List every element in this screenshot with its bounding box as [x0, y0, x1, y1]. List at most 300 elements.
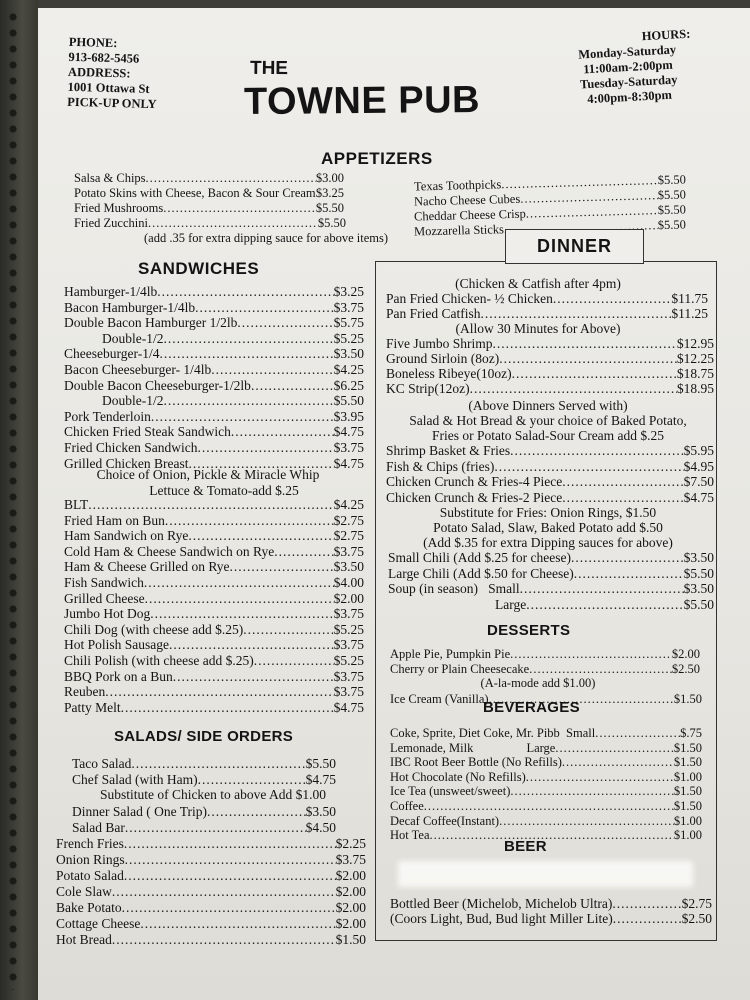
item-price: $5.25 — [333, 653, 364, 668]
item-price: $4.75 — [683, 489, 714, 505]
menu-item — [390, 726, 702, 741]
item-price: $12.95 — [676, 336, 714, 351]
item-name: Hot Tea — [390, 828, 430, 843]
item-price: $4.50 — [305, 820, 336, 835]
item-name: Double-1/2 — [102, 393, 164, 409]
leader-dots — [230, 559, 334, 575]
item-price: $3.75 — [333, 440, 364, 455]
leader-dots — [197, 440, 333, 456]
leader-dots — [112, 884, 336, 900]
dinner-tab — [505, 229, 644, 264]
item-name: Double Bacon Cheeseburger-1/2lb — [64, 377, 251, 393]
desserts-note: (A-la-mode add $1.00) — [480, 676, 596, 690]
contact-line: ADDRESS: — [67, 64, 131, 81]
item-name: Fried Chicken Sandwich — [64, 440, 198, 455]
dinner-sub-line: Substitute for Fries: Onion Rings, $1.50 — [439, 505, 657, 520]
item-name: Cheeseburger-1/4 — [64, 346, 160, 362]
menu-item — [64, 300, 364, 316]
contact-line: 1001 Ottawa St — [67, 79, 150, 96]
menu-item — [390, 755, 702, 770]
item-name: Small Chili (Add $.25 for cheese) — [388, 550, 571, 565]
item-name: Salsa & Chips — [74, 171, 146, 185]
item-name: Decaf Coffee(Instant) — [390, 813, 500, 828]
item-price: $5.50 — [315, 201, 344, 215]
leader-dots — [165, 513, 334, 529]
item-price: $3.50 — [305, 804, 336, 819]
sandwich-choice-note: Choice of Onion, Pickle & Miracle Whip — [96, 467, 320, 482]
hours-line: Tuesday-Saturday — [579, 72, 678, 92]
item-price: $3.50 — [333, 346, 364, 362]
item-price: $4.75 — [305, 772, 336, 787]
menu-item — [390, 911, 712, 927]
item-price: $1.50 — [335, 932, 366, 947]
leader-dots — [470, 381, 677, 397]
leader-dots — [424, 799, 674, 814]
item-name: Potato Salad — [56, 868, 124, 883]
item-price: $3.75 — [335, 852, 366, 867]
item-name: Mozzarella Sticks — [413, 222, 505, 239]
item-name: Cole Slaw — [56, 884, 112, 899]
menu-item — [64, 700, 364, 716]
item-price: $3.75 — [333, 684, 364, 700]
item-name: Reuben — [64, 684, 106, 700]
item-name: Hot Bread — [56, 932, 112, 947]
item-price: $3.00 — [315, 171, 344, 185]
hours-line: 4:00pm-8:30pm — [586, 87, 673, 107]
item-name: Taco Salad — [72, 756, 132, 771]
menu-item — [64, 591, 364, 607]
menu-item — [74, 201, 344, 216]
leader-dots — [512, 366, 677, 382]
leader-dots — [151, 409, 334, 425]
menu-item — [386, 366, 714, 382]
desserts-heading: DESSERTS — [487, 622, 571, 639]
item-name: Chicken Fried Steak Sandwich — [64, 424, 231, 440]
leader-dots — [555, 741, 674, 756]
menu-page — [38, 8, 750, 1000]
leader-dots — [164, 331, 334, 347]
item-price: $3.25 — [333, 284, 364, 299]
item-name: (Coors Light, Bud, Bud light Miller Lite) — [390, 911, 613, 926]
leader-dots — [145, 591, 334, 607]
dinner-sub-line: Potato Salad, Slaw, Baked Potato add $.50 — [433, 520, 663, 535]
item-price: $4.75 — [333, 455, 364, 471]
menu-item — [72, 772, 336, 788]
menu-item — [390, 784, 702, 799]
title-the: THE — [249, 57, 289, 80]
item-price: $5.25 — [333, 330, 364, 346]
leader-dots — [562, 474, 683, 490]
item-name: Salad Bar — [72, 820, 125, 835]
menu-item — [390, 770, 702, 785]
item-name: Five Jumbo Shrimp — [386, 336, 493, 351]
item-price: $5.50 — [657, 172, 687, 188]
item-price: $18.75 — [676, 366, 714, 381]
item-name: Pork Tenderloin — [64, 408, 151, 424]
leader-dots — [211, 362, 333, 378]
restaurant-name: TOWNE PUB — [243, 78, 481, 124]
item-price: $2.00 — [335, 916, 366, 931]
menu-item — [388, 581, 714, 597]
contact-block — [67, 35, 158, 112]
salads-heading: SALADS/ SIDE ORDERS — [114, 728, 294, 745]
menu-item — [64, 637, 364, 653]
item-price: $12.25 — [676, 351, 714, 366]
menu-item — [72, 804, 336, 820]
item-price: $2.50 — [681, 911, 712, 926]
leader-dots — [125, 820, 306, 836]
item-price: $4.00 — [333, 575, 364, 590]
contact-line: PICK-UP ONLY — [67, 94, 157, 112]
item-name: Soup (in season) Small — [388, 581, 520, 596]
leader-dots — [595, 726, 680, 741]
leader-dots — [105, 684, 333, 700]
item-price: $5.50 — [657, 202, 687, 218]
item-price: $11.25 — [671, 306, 708, 321]
menu-item — [390, 662, 700, 677]
menu-item — [64, 346, 364, 362]
item-name: Double-1/2 — [102, 330, 164, 346]
menu-item — [390, 896, 712, 912]
item-price: $.75 — [680, 726, 702, 740]
binder-edge — [0, 0, 38, 1000]
menu-item — [64, 544, 364, 560]
leader-dots — [529, 662, 672, 677]
item-name: Fried Mushrooms — [74, 201, 164, 215]
menu-item — [390, 741, 702, 756]
leader-dots — [159, 346, 333, 362]
item-price: $18.95 — [676, 381, 714, 396]
sandwich-choice-note: Lettuce & Tomato-add $.25 — [149, 483, 299, 498]
menu-item — [64, 575, 364, 591]
item-name: Bottled Beer (Michelob, Michelob Ultra) — [390, 896, 613, 911]
leader-dots — [526, 770, 674, 785]
salads-sub-note: Substitute of Chicken to above Add $1.00 — [99, 787, 327, 802]
item-price: $4.75 — [333, 424, 364, 440]
item-name: Coke, Sprite, Diet Coke, Mr. Pibb Small — [390, 726, 596, 740]
item-price: $6.25 — [333, 377, 364, 393]
beverages-heading: BEVERAGES — [483, 699, 580, 716]
item-name: BBQ Pork on a Bun — [64, 668, 173, 684]
item-name: Hamburger-1/4lb — [64, 284, 158, 299]
menu-item — [64, 559, 364, 575]
item-name: Bacon Cheeseburger- 1/4lb — [64, 362, 212, 377]
item-name: Ice Cream (Vanilla) — [390, 692, 489, 706]
leader-dots — [125, 852, 336, 868]
item-price: $4.75 — [333, 699, 364, 715]
menu-item — [74, 216, 346, 231]
leader-dots — [144, 575, 334, 591]
item-name: Cottage Cheese — [56, 916, 141, 931]
menu-item — [64, 284, 364, 300]
menu-item — [64, 424, 364, 440]
item-name: Cheddar Cheese Crisp — [413, 206, 526, 224]
leader-dots — [164, 393, 334, 409]
item-name: Chili Polish (with cheese add $.25) — [64, 653, 254, 668]
item-name: Onion Rings — [56, 852, 125, 867]
menu-item — [64, 378, 364, 394]
leader-dots — [612, 896, 681, 912]
menu-item — [388, 566, 714, 582]
item-name: Cold Ham & Cheese Sandwich on Rye — [64, 543, 275, 559]
leader-dots — [237, 315, 333, 331]
item-name: Ham & Cheese Grilled on Rye — [64, 559, 230, 575]
item-name: Jumbo Hot Dog — [64, 606, 151, 622]
item-price: $5.50 — [683, 565, 714, 581]
leader-dots — [562, 490, 683, 506]
item-name: Large — [495, 596, 527, 612]
leader-dots — [274, 544, 333, 560]
leader-dots — [571, 550, 684, 566]
item-name: Cherry or Plain Cheesecake — [390, 661, 530, 676]
leader-dots — [251, 378, 334, 394]
item-name: Bacon Hamburger-1/4lb — [64, 299, 196, 315]
leader-dots — [122, 900, 336, 916]
menu-item — [64, 315, 364, 331]
appetizers-note: (add .35 for extra dipping sauce for above items) — [144, 231, 389, 245]
item-name: Potato Skins with Cheese, Bacon & Sour Cream — [74, 186, 316, 200]
item-price: $1.00 — [673, 828, 702, 843]
leader-dots — [231, 424, 334, 440]
dinner-served-line: (Above Dinners Served with) — [468, 398, 628, 413]
menu-item — [56, 932, 366, 948]
leader-dots — [430, 828, 674, 843]
menu-item — [56, 852, 366, 868]
menu-item — [386, 351, 714, 367]
menu-item — [102, 331, 364, 347]
item-name: Ham Sandwich on Rye — [64, 528, 189, 544]
menu-item — [386, 443, 714, 459]
menu-item — [64, 669, 364, 685]
item-price: $3.75 — [333, 299, 364, 315]
leader-dots — [574, 566, 684, 582]
item-name: IBC Root Beer Bottle (No Refills) — [390, 755, 562, 770]
item-name: Apple Pie, Pumpkin Pie — [390, 647, 511, 661]
leader-dots — [140, 916, 335, 932]
menu-item — [495, 597, 714, 613]
item-name: Shrimp Basket & Fries — [386, 443, 511, 458]
item-price: $1.50 — [673, 784, 702, 799]
item-name: Chicken Crunch & Fries-4 Piece — [386, 474, 563, 489]
item-price: $2.50 — [671, 661, 700, 676]
item-price: $3.95 — [333, 408, 364, 424]
item-price: $5.50 — [317, 216, 346, 230]
beer-heading: BEER — [504, 838, 547, 855]
item-price: $5.50 — [305, 756, 336, 771]
item-price: $2.00 — [335, 900, 366, 915]
menu-item — [72, 756, 336, 772]
leader-dots — [131, 756, 305, 772]
leader-dots — [169, 637, 334, 653]
menu-item — [102, 393, 364, 409]
item-price: $1.00 — [673, 813, 702, 828]
menu-item — [390, 647, 700, 662]
item-price: $3.25 — [315, 186, 344, 200]
dinner-heading: DINNER — [536, 236, 612, 256]
menu-item — [386, 474, 714, 490]
menu-item — [388, 550, 714, 566]
item-price: $3.50 — [333, 559, 364, 575]
hours-line: HOURS: — [641, 26, 691, 44]
item-name: Pan Fried Chicken- ½ Chicken — [386, 291, 553, 306]
item-name: Fried Ham on Bun — [64, 512, 165, 528]
item-name: Chili Dog (with cheese add $.25) — [64, 621, 244, 637]
item-name: Fish Sandwich — [64, 575, 144, 590]
item-name: Coffee — [390, 799, 424, 813]
item-price: $2.25 — [335, 836, 366, 851]
leader-dots — [481, 306, 672, 322]
hours-line: 11:00am-2:00pm — [582, 57, 674, 77]
item-price: $2.00 — [335, 868, 366, 883]
item-price: $2.75 — [333, 528, 364, 544]
leader-dots — [562, 755, 674, 770]
leader-dots — [499, 351, 677, 367]
item-price: $1.50 — [673, 740, 702, 755]
item-price: $5.50 — [683, 596, 714, 612]
item-name: Large Chili (Add $.50 for Cheese) — [388, 565, 574, 581]
item-name: Boneless Ribeye(10oz) — [386, 366, 512, 381]
item-name: Grilled Cheese — [64, 590, 145, 606]
item-name: Patty Melt — [64, 699, 121, 715]
menu-item — [64, 497, 364, 513]
item-price: $3.50 — [683, 581, 714, 596]
hours-line: Monday-Saturday — [577, 42, 677, 62]
item-price: $1.50 — [673, 755, 702, 770]
item-price: $3.75 — [333, 606, 364, 622]
menu-item — [56, 868, 366, 884]
dinner-sub-line: (Add $.35 for extra Dipping sauces for above) — [423, 535, 673, 550]
item-price: $2.00 — [333, 590, 364, 606]
menu-item — [64, 362, 364, 378]
item-price: $5.75 — [333, 315, 364, 331]
menu-item — [72, 820, 336, 836]
menu-item — [64, 606, 364, 622]
leader-dots — [173, 669, 334, 685]
contact-line: PHONE: — [68, 34, 118, 51]
item-price: $7.50 — [683, 474, 714, 489]
item-price: $4.25 — [333, 362, 364, 377]
item-price: $5.50 — [333, 393, 364, 409]
menu-item — [386, 306, 708, 322]
item-price: $3.75 — [333, 668, 364, 684]
item-price: $5.50 — [657, 187, 687, 203]
leader-dots — [494, 459, 683, 475]
item-price: $5.95 — [683, 443, 714, 458]
leader-dots — [195, 300, 334, 316]
item-name: French Fries — [56, 836, 124, 851]
item-price: $1.50 — [673, 692, 702, 706]
menu-item — [64, 513, 364, 529]
menu-item — [74, 186, 344, 201]
menu-item — [386, 381, 714, 397]
leader-dots — [254, 653, 334, 669]
menu-item — [64, 622, 364, 638]
item-price: $2.00 — [671, 647, 700, 661]
item-price: $3.75 — [333, 637, 364, 653]
item-name: Grilled Chicken Breast — [64, 455, 189, 471]
menu-item — [64, 653, 364, 669]
leader-dots — [150, 606, 333, 622]
dinner-note: (Chicken & Catfish after 4pm) — [455, 276, 621, 291]
leader-dots — [88, 497, 333, 513]
item-name: Chef Salad (with Ham) — [72, 772, 198, 787]
item-price: $2.75 — [333, 512, 364, 528]
item-name: Fried Zucchini — [74, 216, 148, 230]
item-price: $3.50 — [683, 550, 714, 565]
item-name: Bake Potato — [56, 900, 122, 915]
leader-dots — [510, 784, 674, 799]
item-name: KC Strip(12oz) — [386, 381, 470, 396]
binder-holes — [6, 10, 20, 990]
item-price: $5.50 — [657, 217, 687, 233]
sandwiches-heading: SANDWICHES — [138, 259, 260, 278]
dinner-served-line: Fries or Potato Salad-Sour Cream add $.25 — [431, 428, 665, 443]
item-name: Texas Toothpicks — [413, 177, 502, 194]
item-name: Ground Sirloin (8oz) — [386, 351, 500, 366]
item-price: $1.00 — [673, 769, 702, 784]
menu-item — [386, 336, 714, 352]
item-name: Hot Chocolate (No Refills) — [390, 769, 526, 784]
contact-line: 913-682-5456 — [68, 49, 140, 66]
item-name: Nacho Cheese Cubes — [413, 191, 521, 209]
leader-dots — [526, 597, 683, 613]
menu-item — [56, 884, 366, 900]
dinner-served-line: Salad & Hot Bread & your choice of Baked Potato, — [409, 413, 687, 428]
item-price: $2.00 — [335, 884, 366, 899]
redacted-area — [398, 861, 693, 887]
menu-item — [56, 900, 366, 916]
leader-dots — [188, 528, 333, 544]
item-price: $5.25 — [333, 621, 364, 637]
dinner-note: (Allow 30 Minutes for Above) — [455, 321, 621, 336]
item-name: Fish & Chips (fries) — [386, 458, 495, 474]
leader-dots — [112, 932, 336, 948]
menu-item — [56, 916, 366, 932]
item-name: Double Bacon Hamburger 1/2lb — [64, 315, 238, 331]
menu-item — [56, 836, 366, 852]
item-name: Chicken Crunch & Fries-2 Piece — [386, 489, 563, 505]
menu-item — [64, 528, 364, 544]
menu-item — [64, 440, 364, 456]
item-price: $4.95 — [683, 458, 714, 474]
item-price: $2.75 — [681, 896, 712, 911]
leader-dots — [157, 284, 333, 300]
item-name: BLT — [64, 497, 89, 512]
leader-dots — [243, 622, 333, 638]
item-name: Pan Fried Catfish — [386, 306, 481, 321]
leader-dots — [124, 868, 336, 884]
leader-dots — [510, 443, 684, 459]
leader-dots — [207, 804, 306, 820]
menu-item — [64, 409, 364, 425]
menu-item — [386, 459, 714, 475]
menu-item — [386, 291, 708, 307]
item-price: $3.75 — [333, 543, 364, 559]
leader-dots — [553, 291, 672, 307]
menu-item — [390, 799, 702, 814]
item-name: Hot Polish Sausage — [64, 637, 170, 653]
item-name: Lemonade, Milk Large — [390, 740, 556, 755]
menu-item — [74, 171, 344, 186]
leader-dots — [510, 647, 672, 662]
item-price: $11.75 — [671, 291, 708, 306]
leader-dots — [493, 336, 677, 352]
item-name: Ice Tea (unsweet/sweet) — [390, 784, 511, 799]
leader-dots — [124, 836, 336, 852]
menu-item — [64, 684, 364, 700]
leader-dots — [198, 772, 306, 788]
menu-item — [390, 814, 702, 829]
